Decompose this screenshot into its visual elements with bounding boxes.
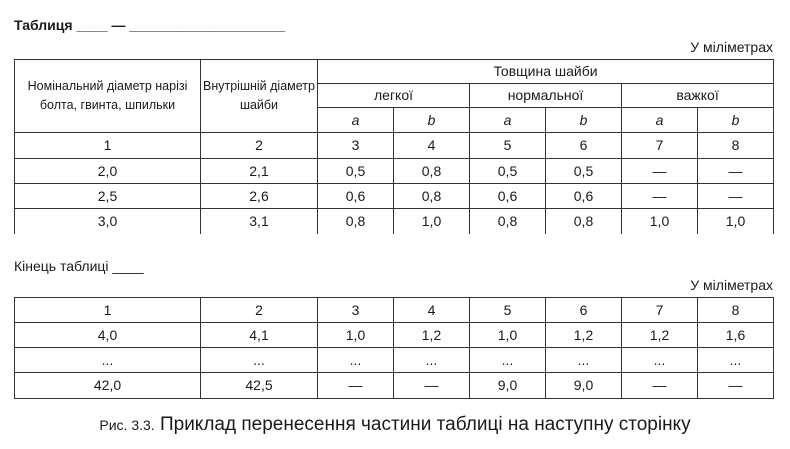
- table-cell: 0,8: [470, 209, 546, 234]
- table2-units: У міліметрах: [690, 277, 773, 293]
- table-cell: 1,2: [394, 323, 470, 348]
- number-cell: 2: [201, 298, 318, 323]
- number-cell: 8: [698, 133, 774, 159]
- table2: [14, 297, 774, 399]
- table-cell: 0,5: [318, 159, 394, 184]
- table-row: [15, 373, 774, 399]
- number-row: [15, 298, 774, 323]
- header-b: b: [698, 108, 774, 133]
- table-cell: —: [394, 373, 470, 399]
- table-cell: 42,5: [201, 373, 318, 399]
- table-row: [15, 184, 774, 209]
- figure-caption-text: Приклад перенесення частини таблиці на наступну сторінку: [159, 414, 691, 435]
- table-row: [15, 348, 774, 373]
- table-cell: —: [622, 159, 698, 184]
- table-row: [15, 323, 774, 348]
- header-a: a: [622, 108, 698, 133]
- figure-number: Рис. 3.3.: [99, 417, 155, 433]
- number-cell: 5: [470, 298, 546, 323]
- table-cell: 1,0: [698, 209, 774, 234]
- header-washer-thickness: Товщина шайби: [318, 60, 774, 84]
- table-cell: ...: [546, 348, 622, 373]
- header-inner-diameter: Внутрішній діаметр шайби: [201, 60, 318, 133]
- table-cell: —: [622, 184, 698, 209]
- header-b: b: [394, 108, 470, 133]
- number-cell: 6: [546, 133, 622, 159]
- table-cell: 1,2: [546, 323, 622, 348]
- table1: [14, 59, 774, 234]
- table-cell: 9,0: [470, 373, 546, 399]
- table-cell: 4,1: [201, 323, 318, 348]
- table-cell: 0,6: [546, 184, 622, 209]
- table-cell: ...: [15, 348, 201, 373]
- table1-title: Таблиця ____ — ____________________: [14, 17, 286, 33]
- number-cell: 3: [318, 133, 394, 159]
- table2-title: Кінець таблиці ____: [14, 258, 144, 274]
- table-cell: 0,6: [470, 184, 546, 209]
- header-b: b: [546, 108, 622, 133]
- header-heavy: важкої: [622, 84, 774, 108]
- table-cell: 1,6: [698, 323, 774, 348]
- header-normal: нормальної: [470, 84, 622, 108]
- table-cell: 42,0: [15, 373, 201, 399]
- figure-caption: [0, 414, 790, 436]
- table-cell: —: [698, 159, 774, 184]
- number-cell: 7: [622, 133, 698, 159]
- table-cell: ...: [394, 348, 470, 373]
- table-cell: 2,1: [201, 159, 318, 184]
- table-cell: 0,8: [394, 159, 470, 184]
- table-row: [15, 209, 774, 234]
- table1-units: У міліметрах: [690, 39, 773, 55]
- table-cell: —: [622, 373, 698, 399]
- number-cell: 1: [15, 133, 201, 159]
- header-a: a: [318, 108, 394, 133]
- table-cell: ...: [201, 348, 318, 373]
- table-cell: —: [698, 373, 774, 399]
- number-cell: 2: [201, 133, 318, 159]
- header-nominal-diameter: Номінальний діаметр нарізі болта, гвинта, шпильки: [15, 60, 201, 133]
- number-cell: 4: [394, 133, 470, 159]
- table-cell: 0,8: [546, 209, 622, 234]
- header-light: легкої: [318, 84, 470, 108]
- number-cell: 3: [318, 298, 394, 323]
- table-cell: 1,0: [470, 323, 546, 348]
- table-cell: 1,0: [394, 209, 470, 234]
- table-cell: 4,0: [15, 323, 201, 348]
- table-cell: 2,0: [15, 159, 201, 184]
- table-cell: —: [318, 373, 394, 399]
- table-cell: 1,0: [622, 209, 698, 234]
- header-a: a: [470, 108, 546, 133]
- table-cell: 3,0: [15, 209, 201, 234]
- table-cell: 9,0: [546, 373, 622, 399]
- table-cell: ...: [470, 348, 546, 373]
- table-cell: —: [698, 184, 774, 209]
- number-cell: 5: [470, 133, 546, 159]
- table-cell: 0,5: [546, 159, 622, 184]
- table-cell: 1,2: [622, 323, 698, 348]
- number-cell: 1: [15, 298, 201, 323]
- table-row: [15, 159, 774, 184]
- table-cell: ...: [698, 348, 774, 373]
- table-cell: 0,6: [318, 184, 394, 209]
- table-cell: 3,1: [201, 209, 318, 234]
- table-cell: 0,8: [318, 209, 394, 234]
- number-cell: 8: [698, 298, 774, 323]
- table-cell: 1,0: [318, 323, 394, 348]
- number-cell: 7: [622, 298, 698, 323]
- table-cell: 0,5: [470, 159, 546, 184]
- table-cell: ...: [318, 348, 394, 373]
- table-cell: 2,6: [201, 184, 318, 209]
- number-cell: 6: [546, 298, 622, 323]
- number-row: [15, 133, 774, 159]
- table-cell: 0,8: [394, 184, 470, 209]
- table-cell: 2,5: [15, 184, 201, 209]
- number-cell: 4: [394, 298, 470, 323]
- table-cell: ...: [622, 348, 698, 373]
